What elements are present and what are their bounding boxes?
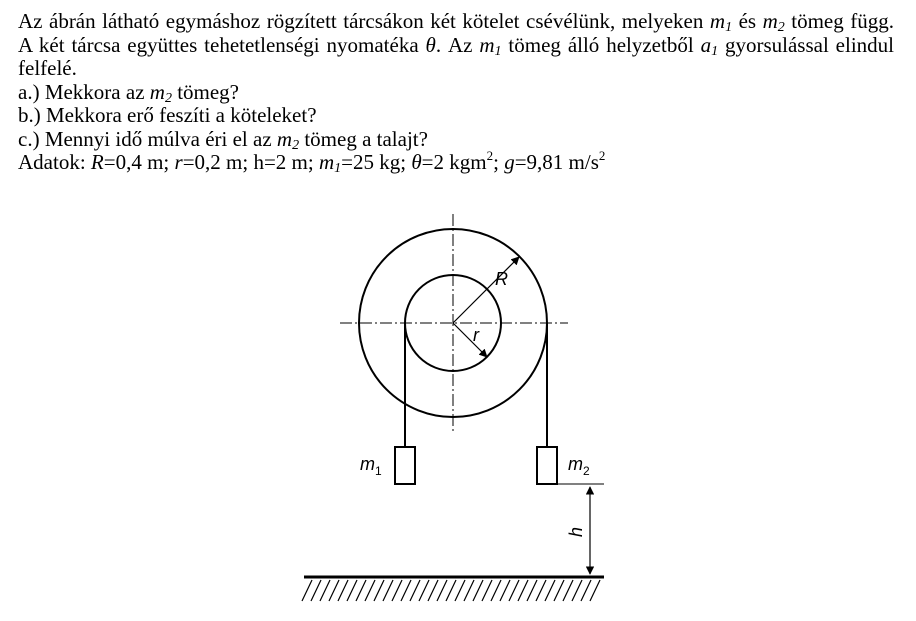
hatch-line [437, 580, 447, 601]
question-a: a.) Mekkora az $m_2$ tömeg? [18, 79, 239, 106]
radius-r-arrow [453, 323, 487, 357]
hatch-line [410, 580, 420, 601]
hatch-line [347, 580, 357, 601]
given-data: Adatok: R=0,4 m; r=0,2 m; h=2 m; $m_1=25$ kg; θ=2 kgm$^2$; g=9,81 $m/s^2$ [18, 148, 606, 176]
mass-m1 [395, 447, 415, 484]
hatch-line [473, 580, 483, 601]
radius-R-arrow [453, 257, 519, 323]
question-b: b.) Mekkora erő feszíti a köteleket? [18, 103, 317, 127]
problem-intro: Az ábrán látható egymáshoz rögzített tárcsákon két kötelet csévélünk, melyeken $m_1$ és $m_2$ tömeg függ. A két tárcsa együttes tehetetlenségi nyomatéka θ. Az $m_1$ tömeg álló helyzetből $a_1$ gyorsulással elindul felfelé. [18, 9, 894, 80]
hatch-line [374, 580, 384, 601]
label-m1: $m_1$ [360, 454, 382, 478]
hatch-line [419, 580, 429, 601]
mass-m2 [537, 447, 557, 484]
hatch-line [572, 580, 582, 601]
hatch-line [338, 580, 348, 601]
hatch-line [311, 580, 321, 601]
hatch-line [446, 580, 456, 601]
hatch-line [527, 580, 537, 601]
hatch-line [554, 580, 564, 601]
hatch-line [509, 580, 519, 601]
label-h: h [566, 526, 586, 537]
hatch-line [581, 580, 591, 601]
hatch-line [545, 580, 555, 601]
hatch-line [356, 580, 366, 601]
hatch-line [482, 580, 492, 601]
hatch-line [392, 580, 402, 601]
question-c: c.) Mennyi idő múlva éri el az $m_2$ tömeg a talajt? [18, 126, 428, 153]
hatch-line [383, 580, 393, 601]
hatch-line [563, 580, 573, 601]
hatch-line [491, 580, 501, 601]
hatch-line [428, 580, 438, 601]
center-lines [340, 214, 568, 432]
hatch-line [329, 580, 339, 601]
label-R: R [495, 269, 508, 289]
hatch-line [590, 580, 600, 601]
hatch-line [455, 580, 465, 601]
label-r: r [473, 325, 479, 345]
label-m2: $m_2$ [568, 454, 590, 478]
hatch-line [500, 580, 510, 601]
hatch-line [302, 580, 312, 601]
hatch-line [365, 580, 375, 601]
ground-hatching [302, 580, 600, 601]
hatch-line [401, 580, 411, 601]
hatch-line [536, 580, 546, 601]
hatch-line [518, 580, 528, 601]
hatch-line [464, 580, 474, 601]
hatch-line [320, 580, 330, 601]
